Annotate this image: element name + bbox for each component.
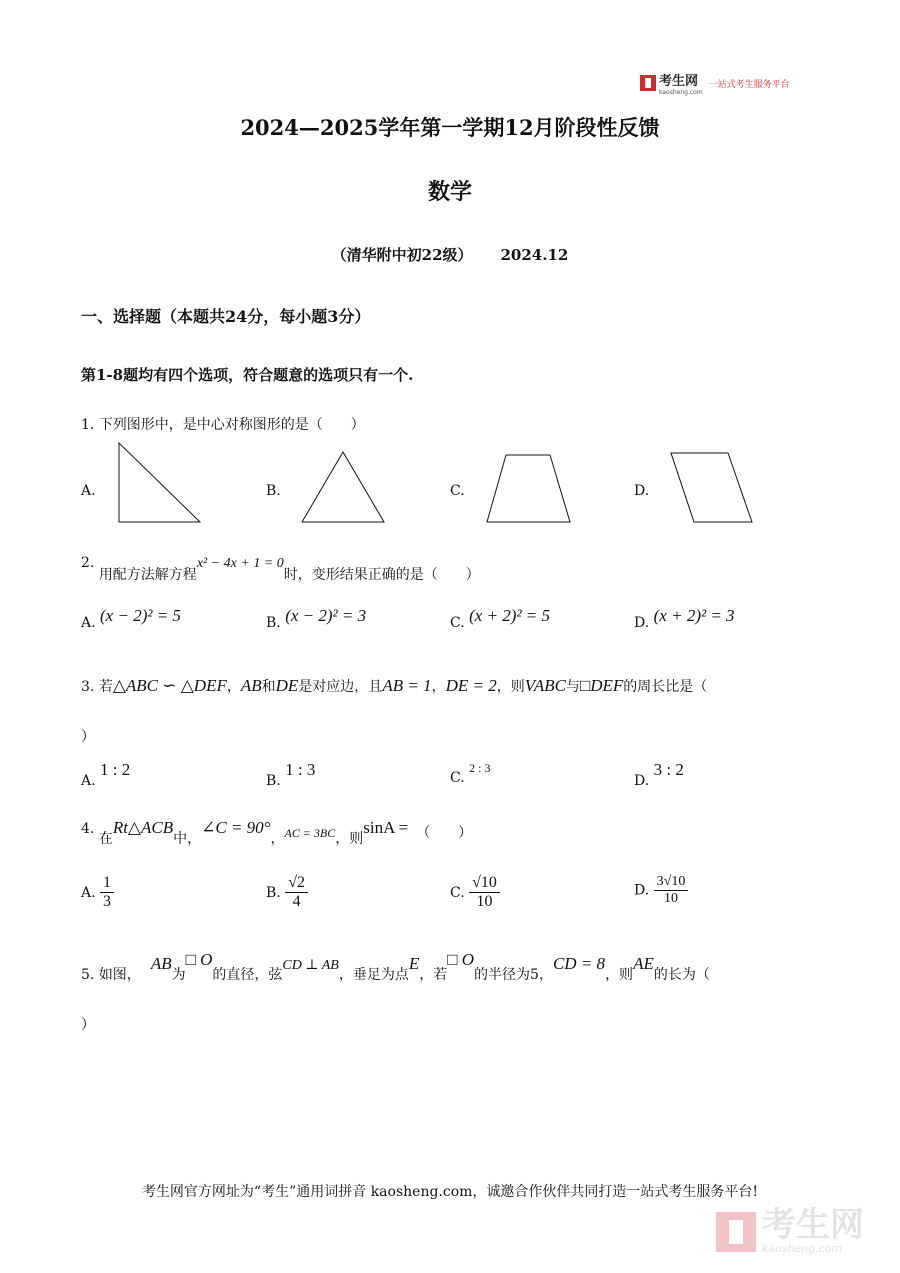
right-triangle-figure: [116, 440, 204, 526]
watermark-logo-icon: [716, 1212, 756, 1252]
exam-date: 2024.12: [500, 246, 569, 264]
q3-option-a: A. 1 : 2: [81, 760, 131, 789]
q2-equation: x² − 4x + 1 = 0: [196, 556, 284, 571]
exam-subject: 数学: [427, 179, 472, 205]
q3-option-d: D. 3 : 2: [634, 760, 684, 789]
q2-option-b: B. (x − 2)² = 3: [266, 606, 367, 631]
q2-option-d: D. (x + 2)² = 3: [634, 606, 735, 631]
q4-option-c: C. $\frac{√10}{10}$: [450, 874, 500, 912]
question-5: 5. 如图，AB为□ O的直径，弦CD ⊥ AB，垂足为点E，若□ O的半径为5，CD = 8，则AE的长为（: [81, 950, 710, 983]
q4-option-d: D. $\frac{3√10}{10}$: [634, 874, 688, 907]
brand-domain: kaosheng.com: [659, 89, 703, 96]
question-4: 4. 在Rt△ACB中，∠C = 90°，AC = 3BC，则sinA = （ ）: [81, 818, 473, 847]
question-3: 3. 若△ABC ∽ △DEF，AB和DE是对应边，且AB = 1，DE = 2，则VABC与□DEF的周长比是（: [81, 676, 708, 695]
exam-meta: [0, 244, 900, 265]
q1-label-a: A.: [81, 483, 96, 499]
exam-school: （清华附中初22级）: [331, 246, 473, 264]
section-note: 第1-8题均有四个选项，符合题意的选项只有一个.: [81, 366, 414, 384]
section-heading: 一、选择题（本题共24分，每小题3分）: [81, 307, 371, 326]
q3-option-c: C. 2 : 3: [450, 761, 491, 786]
watermark-name: 考生网: [762, 1205, 864, 1245]
brand-slogan: 一站式考生服务平台: [708, 79, 790, 90]
watermark-logo: [716, 1205, 864, 1255]
footer-note: 考生网官方网址为“考生”通用词拼音 kaosheng.com，诚邀合作伙伴共同打造一站式考生服务平台!: [141, 1184, 759, 1200]
question-2: 2. 用配方法解方程x² − 4x + 1 = 0时，变形结果正确的是（ ）: [81, 555, 480, 583]
q4-option-b: B. $\frac{√2}{4}$: [266, 874, 308, 912]
q1-label-c: C.: [450, 483, 465, 499]
brand-name: 考生网: [659, 74, 699, 89]
brand-logo-icon: [640, 75, 656, 91]
q4-option-a: A. $\frac{1}{3}$: [81, 874, 114, 912]
q3-option-b: B. 1 : 3: [266, 760, 316, 789]
trapezoid-figure: [484, 451, 574, 526]
triangle-figure: [298, 448, 388, 526]
q3-close-paren: ）: [81, 729, 95, 745]
q2-option-a: A. (x − 2)² = 5: [81, 606, 181, 631]
parallelogram-figure: [668, 450, 756, 526]
q1-label-b: B.: [266, 483, 281, 499]
q5-close-paren: ）: [81, 1017, 95, 1033]
q1-label-d: D.: [634, 483, 650, 499]
question-1: 1. 下列图形中，是中心对称图形的是（ ）: [81, 417, 365, 433]
brand-logo: [640, 72, 790, 94]
q2-option-c: C. (x + 2)² = 5: [450, 606, 551, 631]
exam-title: 2024—2025学年第一学期12月阶段性反馈: [240, 115, 660, 140]
watermark-domain: kaosheng.com: [762, 1242, 843, 1255]
